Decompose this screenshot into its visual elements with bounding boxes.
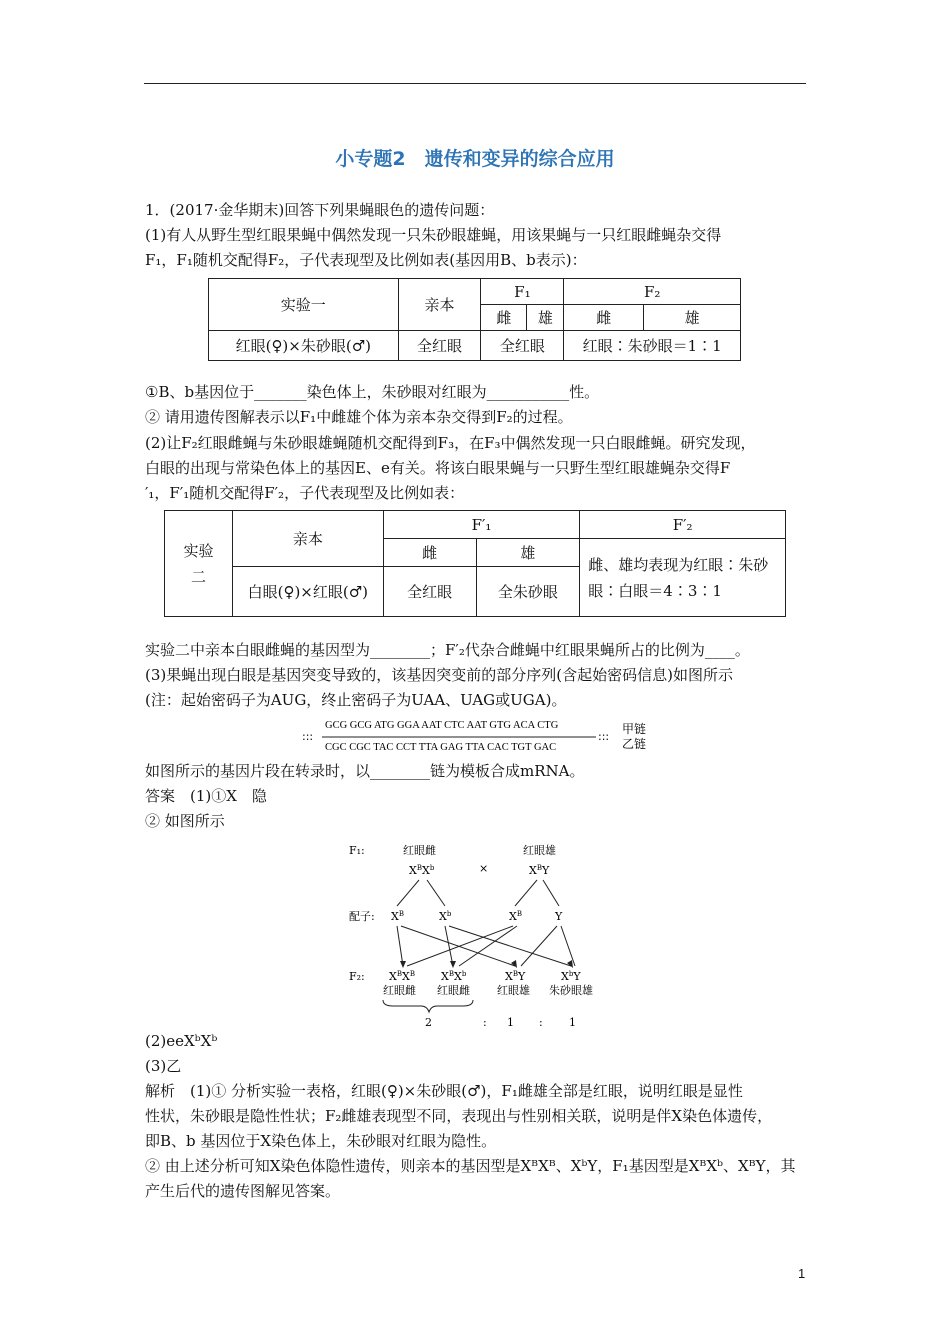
gamete: $X^B$ [391, 910, 404, 923]
f2-label: F₂: [349, 970, 365, 983]
question-stem: 1．(2017·金华期末)回答下列果蝇眼色的遗传问题： [145, 201, 495, 219]
table-header: 雄 [476, 539, 580, 567]
table-header: 实验一 [209, 279, 399, 331]
fertilization-lines [397, 926, 575, 966]
table-header: 雌 [383, 539, 476, 567]
table-header: 雌 [564, 305, 644, 331]
question-blank: ①B、b基因位于_______染色体上，朱砂眼对红眼为___________性。 [145, 383, 600, 401]
sequence-bottom-strand: CGC CGC TAC CCT TTA GAG TTA CAC TGT GAC [325, 742, 557, 753]
genetic-cross-diagram [345, 838, 615, 1028]
table-cell: 全红眼 [383, 567, 476, 617]
sequence-dots: ::: [302, 730, 314, 743]
cross-symbol: × [479, 862, 489, 875]
table-header: F′₂ [580, 511, 786, 539]
ratio-value: 1 [507, 1016, 514, 1028]
arrow-heads [400, 960, 573, 968]
offspring-genotype: $X^BX^B$ [389, 970, 415, 983]
gamete-label: 配子: [349, 910, 375, 923]
table-header: F′₁ [383, 511, 580, 539]
strand-label-a: 甲链 [622, 722, 647, 736]
meiosis-line [397, 880, 419, 906]
offspring-phenotype: 朱砂眼雄 [549, 984, 593, 997]
answer-text: 答案 (1)①X 隐 [145, 787, 267, 805]
strand-label-b: 乙链 [622, 737, 647, 751]
table-cell: 白眼(♀)×红眼(♂) [232, 567, 383, 617]
gamete: Y [555, 910, 563, 923]
offspring-genotype: $X^BY$ [505, 970, 526, 983]
table-cell: 全朱砂眼 [476, 567, 580, 617]
genotype-female: $X^BX^b$ [409, 864, 435, 877]
ratio-value: 1 [569, 1016, 576, 1028]
experiment-one-table [208, 278, 741, 361]
table-cell: 全红眼 [398, 331, 481, 361]
gamete: $X^b$ [439, 910, 452, 923]
offspring-phenotype: 红眼雄 [497, 984, 530, 997]
meiosis-line [427, 880, 445, 906]
page-title: 小专题2 遗传和变异的综合应用 [335, 148, 615, 170]
table-cell: 全红眼 [481, 331, 564, 361]
genotype-male: $X^BY$ [529, 864, 550, 877]
table-header: 实验二 [165, 511, 233, 617]
table-cell: 红眼∶朱砂眼＝1∶1 [564, 331, 741, 361]
question-text: (1)有人从野生型红眼果蝇中偶然发现一只朱砂眼雄蝇，用该果蝇与一只红眼雌蝇杂交得 [145, 226, 722, 244]
ratio-value: 2 [425, 1016, 432, 1028]
ratio-separator: : [539, 1016, 543, 1028]
meiosis-line [543, 880, 559, 906]
question-text: 白眼的出现与常染色体上的基因E、e有关。将该白眼果蝇与一只野生型红眼雄蝇杂交得F [145, 459, 731, 477]
table-header: 雌 [481, 305, 527, 331]
table-header: 雄 [644, 305, 741, 331]
header-rule [144, 83, 806, 84]
meiosis-line [515, 880, 537, 906]
table-cell: 红眼(♀)×朱砂眼(♂) [209, 331, 399, 361]
table-header: 亲本 [398, 279, 481, 331]
analysis-text: 解析 (1)① 分析实验一表格，红眼(♀)×朱砂眼(♂)，F₁雌雄全部是红眼，说明红眼是显性 [145, 1082, 743, 1100]
red-male-label: 红眼雄 [523, 844, 556, 857]
red-female-label: 红眼雌 [403, 844, 436, 857]
analysis-text: 产生后代的遗传图解见答案。 [145, 1182, 341, 1200]
offspring-genotype: $X^bY$ [561, 970, 581, 983]
analysis-text: 性状，朱砂眼是隐性性状；F₂雌雄表现型不同，表现出与性别相关联，说明是伴X染色体遗传， [145, 1107, 773, 1125]
offspring-phenotype: 红眼雌 [437, 984, 470, 997]
question-text: (注：起始密码子为AUG，终止密码子为UAA、UAG或UGA)。 [145, 691, 567, 709]
offspring-phenotype: 红眼雌 [383, 984, 416, 997]
question-blank: 如图所示的基因片段在转录时，以________链为模板合成mRNA。 [145, 762, 585, 780]
experiment-two-table [164, 510, 786, 617]
grouping-brace [383, 1000, 473, 1012]
question-text: ′₁，F′₁随机交配得F′₂，子代表现型及比例如表： [145, 484, 465, 502]
question-blank: 实验二中亲本白眼雌蝇的基因型为________；F′₂代杂合雌蝇中红眼果蝇所占的比例为____。 [145, 641, 750, 659]
question-text: ② 请用遗传图解表示以F₁中雌雄个体为亲本杂交得到F₂的过程。 [145, 408, 573, 426]
offspring-genotype: $X^BX^b$ [441, 970, 467, 983]
dna-sequence-figure [300, 714, 660, 756]
question-text: F₁，F₁随机交配得F₂，子代表现型及比例如表(基因用B、b表示)： [145, 251, 587, 269]
sequence-top-strand: GCG GCG ATG GGA AAT CTC AAT GTG ACA CTG [325, 720, 559, 731]
question-text: (3)果蝇出现白眼是基因突变导致的，该基因突变前的部分序列(含起始密码信息)如图所示 [145, 666, 733, 684]
sequence-dots: ::: [598, 730, 610, 743]
table-header: F₂ [564, 279, 741, 305]
table-cell: 雌、雄均表现为红眼∶朱砂眼∶白眼＝4∶3∶1 [580, 539, 786, 617]
analysis-text: 即B、b 基因位于X染色体上，朱砂眼对红眼为隐性。 [145, 1132, 497, 1150]
f1-label: F₁: [349, 844, 365, 857]
table-header: 雄 [527, 305, 564, 331]
answer-text: ② 如图所示 [145, 812, 225, 830]
table-header: 亲本 [232, 511, 383, 567]
gamete: $X^B$ [509, 910, 522, 923]
answer-text: (2)eeXᵇXᵇ [145, 1032, 218, 1050]
analysis-text: ② 由上述分析可知X染色体隐性遗传，则亲本的基因型是XᴮXᴮ、XᵇY，F₁基因型是XᴮXᵇ、XᴮY，其 [145, 1157, 796, 1175]
table-header: F₁ [481, 279, 564, 305]
question-text: (2)让F₂红眼雌蝇与朱砂眼雄蝇随机交配得到F₃，在F₃中偶然发现一只白眼雌蝇。研究发现， [145, 434, 756, 452]
ratio-separator: : [483, 1016, 487, 1028]
page-number: 1 [798, 1266, 806, 1281]
answer-text: (3)乙 [145, 1057, 182, 1075]
